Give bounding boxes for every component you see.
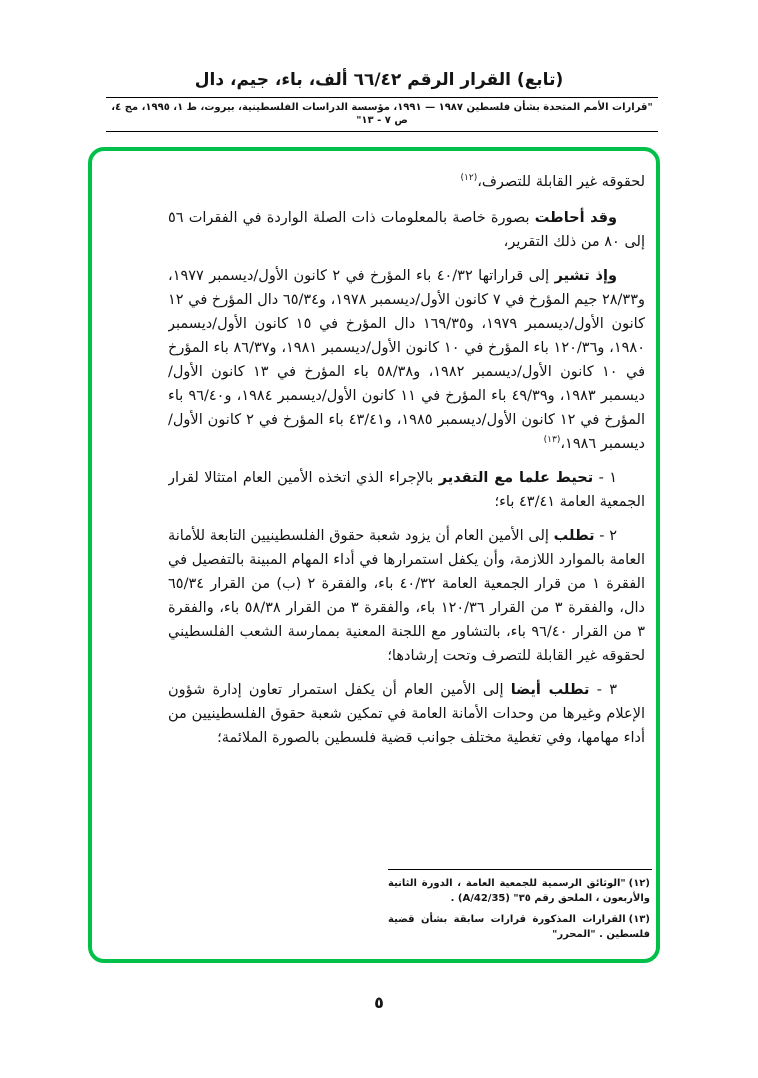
resolution-body [168, 170, 645, 862]
source-citation: "قرارات الأمم المتحدة بشأن فلسطين ١٩٨٧ — ١٩٩١، مؤسسة الدراسات الفلسطينية، بيروت، ط ١، ١٩٩٥، مج ٤، ص ٧ - ١٣" [106, 97, 658, 132]
footnote-ref-13: (١٣) [543, 435, 561, 446]
paragraph-lead: تطلب أيضا [510, 682, 590, 698]
paragraph-lead: وقد أحاطت [534, 210, 617, 226]
document-symbol: (A/42/35) [457, 893, 510, 904]
paragraph-operative-3 [168, 678, 645, 750]
paragraph-text: لحقوقه غير القابلة للتصرف، [477, 174, 645, 190]
paragraph-preamble-2 [168, 264, 645, 456]
page-title: (تابع) القرار الرقم ٦٦/٤٢ ألف، باء، جيم، دال [194, 70, 564, 90]
paragraph-text: إلى قراراتها ٤٠/٣٢ باء المؤرخ في ٢ كانون الأول/ديسمبر ١٩٧٧، و٢٨/٣٣ جيم المؤرخ في ٧ كانون الأول/ديسمبر ١٩٧٨، و٦٥/٣٤ دال المؤرخ في ١٢ كانون الأول/ديسمبر ١٩٧٩، و١٦٩/٣٥ دال المؤرخ في ١٥ كانون الأول/ديسمبر ١٩٨٠، و١٢٠/٣٦ باء المؤرخ في ١٠ كانون الأول/ديسمبر ١٩٨١، و٨٦/٣٧ باء المؤرخ في ١٠ كانون الأول/ديسمبر ١٩٨٢، و٥٨/٣٨ باء المؤرخ في ١٣ كانون الأول/ديسمبر ١٩٨٣، و٤٩/٣٩ باء المؤرخ في ١١ كانون الأول/ديسمبر ١٩٨٤، و٩٦/٤٠ باء المؤرخ في ١٢ كانون الأول/ديسمبر ١٩٨٥، و٤٣/٤١ باء المؤرخ في ٢ كانون الأول/ديسمبر ١٩٨٦، [168, 268, 645, 452]
footnote-13 [388, 912, 650, 942]
footnote-marker: (١٢) [628, 878, 650, 889]
footnote-tail: . [450, 893, 458, 904]
paragraph-text: بصورة خاصة بالمعلومات ذات الصلة الواردة في الفقرات ٥٦ إلى ٨٠ من ذلك التقرير، [168, 210, 645, 250]
paragraph-operative-2 [168, 524, 645, 668]
paragraph-lead: وإذ تشير [554, 268, 617, 284]
footnotes-block [388, 876, 650, 948]
footnote-separator [388, 869, 652, 870]
paragraph-text: إلى الأمين العام أن يكفل استمرار تعاون إدارة شؤون الإعلام وغيرها من وحدات الأمانة العامة في تمكين شعبة حقوق الفلسطينيين من أداء مهامها، وفي تغطية مختلف جوانب قضية فلسطين بالصورة الملائمة؛ [168, 682, 645, 746]
footnote-12 [388, 876, 650, 906]
footnote-text: "الوثائق الرسمية للجمعية العامة ، الدورة الثانية والأربعون ، الملحق رقم ٣٥" [388, 878, 650, 904]
footnote-marker: (١٣) [628, 914, 650, 925]
page-number: ٥ [374, 993, 384, 1012]
footnote-text: القرارات المذكورة قرارات سابقة بشأن قضية فلسطين . "المحرر" [388, 914, 650, 940]
paragraph-number: ٣ - [589, 682, 617, 698]
footnote-ref-12: (١٢) [460, 173, 478, 184]
paragraph-continuation [168, 170, 645, 194]
paragraph-preamble-1 [168, 206, 645, 254]
paragraph-lead: تحيط علما مع التقدير [438, 470, 594, 486]
paragraph-text: بالإجراء الذي اتخذه الأمين العام امتثالا لقرار الجمعية العامة ٤٣/٤١ باء؛ [168, 470, 645, 510]
paragraph-operative-1 [168, 466, 645, 514]
paragraph-text: إلى الأمين العام أن يزود شعبة حقوق الفلسطينيين التابعة للأمانة العامة بالموارد اللازمة، وأن يكفل استمرارها في أداء المهام المبينة بالتفصيل في الفقرة ١ من قرار الجمعية العامة ٤٠/٣٢ باء، والفقرة ٢ (ب) من القرار ٦٥/٣٤ دال، والفقرة ٣ من القرار ١٢٠/٣٦ باء، والفقرة ٣ من القرار ٥٨/٣٨ باء، والفقرة ٣ من القرار ٩٦/٤٠ باء، بالتشاور مع اللجنة المعنية بممارسة الشعب الفلسطيني لحقوقه غير القابلة للتصرف وتحت إرشادها؛ [168, 528, 645, 664]
paragraph-number: ٢ - [594, 528, 617, 544]
paragraph-number: ١ - [593, 470, 618, 486]
paragraph-lead: تطلب [553, 528, 595, 544]
